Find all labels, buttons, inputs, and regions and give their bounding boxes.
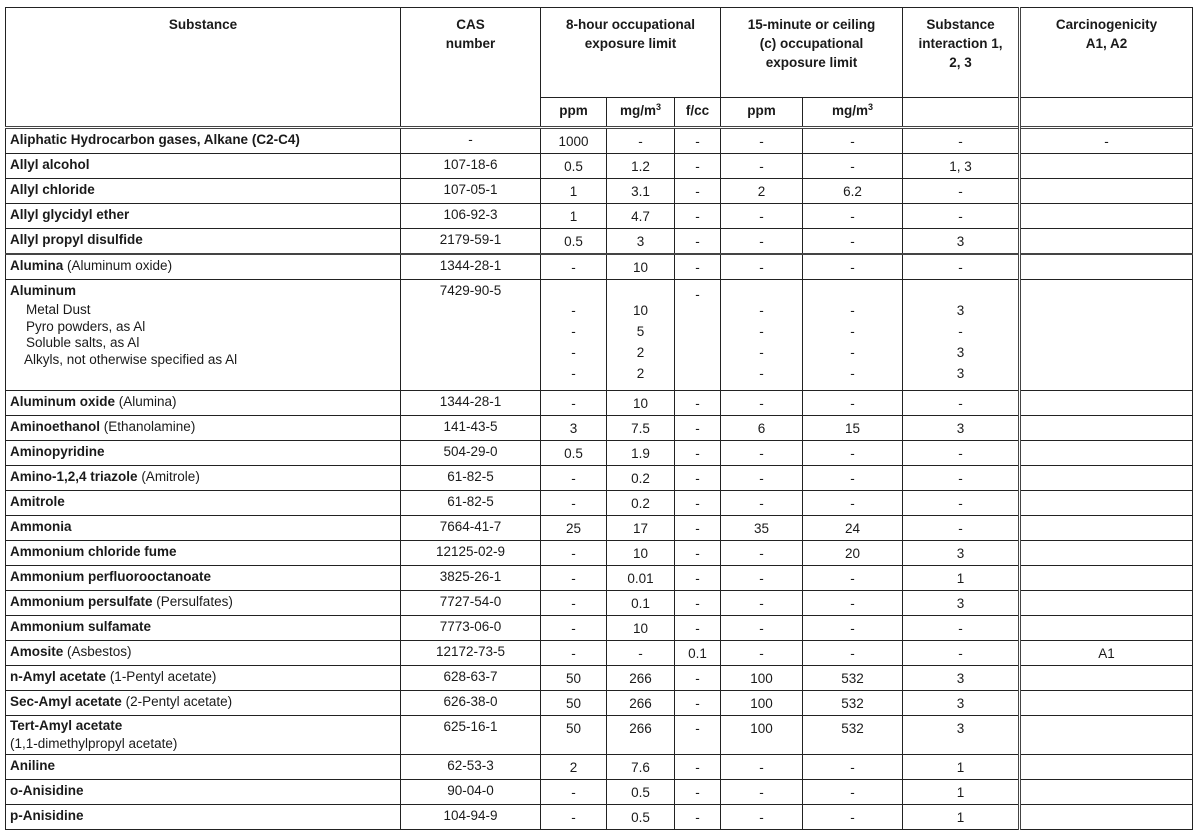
interaction-cell: 3 — [903, 691, 1020, 716]
cas-cell: 7773-06-0 — [401, 616, 541, 641]
mg-15m-cell: - — [803, 204, 903, 229]
carcinogenicity-cell — [1020, 204, 1193, 229]
substance-cell: Tert-Amyl acetate (1,1-dimethylpropyl acetate) — [6, 716, 401, 755]
unit-carc-blank — [1020, 98, 1193, 128]
cas-cell: 1344-28-1 — [401, 391, 541, 416]
table-row-aluminum — [6, 280, 1193, 391]
substance-cell: Ammonium perfluorooctanoate — [6, 566, 401, 591]
carcinogenicity-cell — [1020, 691, 1193, 716]
ppm-15m-cell: 6 — [721, 416, 803, 441]
carcinogenicity-cell — [1020, 441, 1193, 466]
mg-15m-cell: - — [803, 641, 903, 666]
mg-8h-cell: 0.5 — [607, 780, 675, 805]
ppm-8h-cell: 0.5 — [541, 441, 607, 466]
mg-15m-cell: - — [803, 780, 903, 805]
cas-cell: 625-16-1 — [401, 716, 541, 755]
carcinogenicity-cell — [1020, 280, 1193, 391]
ppm-8h-cell: 2 — [541, 755, 607, 780]
cas-cell: - — [401, 128, 541, 154]
carcinogenicity-cell — [1020, 805, 1193, 830]
fcc-cell: - — [675, 416, 721, 441]
substance-cell: Aminoethanol (Ethanolamine) — [6, 416, 401, 441]
table-row — [6, 204, 1193, 229]
mg-15m-cell: - — [803, 616, 903, 641]
ppm-15m-cell: - — [721, 805, 803, 830]
cas-cell: 107-18-6 — [401, 154, 541, 179]
ppm-15m-cell: - — [721, 641, 803, 666]
mg-15m-cell: - — [803, 391, 903, 416]
ppm-8h-cell: - — [541, 566, 607, 591]
mg-8h-cell: 266 — [607, 716, 675, 755]
fcc-cell: - — [675, 780, 721, 805]
substance-cell: Aluminum Metal Dust Pyro powders, as Al Soluble salts, as Al Alkyls, not otherwise specified as Al — [6, 280, 401, 391]
header-8-hour: 8-hour occupational exposure limit — [541, 8, 721, 98]
substance-cell: Aliphatic Hydrocarbon gases, Alkane (C2-C4) — [6, 128, 401, 154]
table-row — [6, 491, 1193, 516]
interaction-cell: - — [903, 128, 1020, 154]
table-row — [6, 541, 1193, 566]
table-row — [6, 666, 1193, 691]
mg-15m-cell: - — [803, 466, 903, 491]
substance-cell: Aniline — [6, 755, 401, 780]
mg-8h-cell: 1.9 — [607, 441, 675, 466]
ppm-15m-cell: - — [721, 755, 803, 780]
mg-15m-cell: 24 — [803, 516, 903, 541]
fcc-cell: - — [675, 666, 721, 691]
table-row — [6, 755, 1193, 780]
cas-cell: 626-38-0 — [401, 691, 541, 716]
mg-15m-cell: 6.2 — [803, 179, 903, 204]
ppm-15m-cell: - — [721, 566, 803, 591]
interaction-cell: 1 — [903, 566, 1020, 591]
interaction-cell: 3 — [903, 716, 1020, 755]
substance-cell: Allyl propyl disulfide — [6, 229, 401, 255]
ppm-15m-cell: - - - - — [721, 280, 803, 391]
header-interaction: Substance interaction 1, 2, 3 — [903, 8, 1020, 98]
fcc-cell: 0.1 — [675, 641, 721, 666]
ppm-8h-cell: - — [541, 391, 607, 416]
ppm-8h-cell: 0.5 — [541, 154, 607, 179]
carcinogenicity-cell — [1020, 254, 1193, 280]
substance-cell: o-Anisidine — [6, 780, 401, 805]
cas-cell: 2179-59-1 — [401, 229, 541, 255]
mg-8h-cell: 10 — [607, 254, 675, 280]
ppm-8h-cell: - — [541, 254, 607, 280]
carcinogenicity-cell — [1020, 466, 1193, 491]
header-cas: CAS number — [401, 8, 541, 128]
fcc-cell: - — [675, 691, 721, 716]
header-carcinogenicity: Carcinogenicity A1, A2 — [1020, 8, 1193, 98]
mg-8h-cell: 266 — [607, 666, 675, 691]
substance-cell: Allyl glycidyl ether — [6, 204, 401, 229]
ppm-15m-cell: - — [721, 491, 803, 516]
cas-cell: 504-29-0 — [401, 441, 541, 466]
header-substance: Substance — [6, 8, 401, 128]
unit-ppm: ppm — [541, 98, 607, 128]
ppm-8h-cell: - — [541, 780, 607, 805]
mg-15m-cell: - — [803, 128, 903, 154]
ppm-15m-cell: - — [721, 229, 803, 255]
mg-8h-cell: 7.6 — [607, 755, 675, 780]
carcinogenicity-cell — [1020, 541, 1193, 566]
mg-15m-cell: 20 — [803, 541, 903, 566]
table-row — [6, 716, 1193, 755]
fcc-cell: - — [675, 566, 721, 591]
table-row — [6, 516, 1193, 541]
cas-cell: 90-04-0 — [401, 780, 541, 805]
fcc-cell: - — [675, 541, 721, 566]
ppm-8h-cell: - — [541, 805, 607, 830]
ppm-8h-cell: 25 — [541, 516, 607, 541]
mg-15m-cell: - — [803, 154, 903, 179]
fcc-cell: - — [675, 229, 721, 255]
mg-15m-cell: - — [803, 229, 903, 255]
fcc-cell: - — [675, 616, 721, 641]
interaction-cell: - — [903, 616, 1020, 641]
ppm-15m-cell: - — [721, 616, 803, 641]
carcinogenicity-cell — [1020, 716, 1193, 755]
mg-15m-cell: 15 — [803, 416, 903, 441]
substance-cell: Ammonia — [6, 516, 401, 541]
substance-cell: Ammonium chloride fume — [6, 541, 401, 566]
substance-cell: p-Anisidine — [6, 805, 401, 830]
ppm-8h-cell: 0.5 — [541, 229, 607, 255]
substance-cell: Allyl alcohol — [6, 154, 401, 179]
interaction-cell: - — [903, 391, 1020, 416]
table-row — [6, 805, 1193, 830]
interaction-cell: - — [903, 641, 1020, 666]
interaction-cell: 3 — [903, 666, 1020, 691]
carcinogenicity-cell — [1020, 154, 1193, 179]
unit-ppm-15: ppm — [721, 98, 803, 128]
mg-15m-cell: 532 — [803, 716, 903, 755]
ppm-15m-cell: - — [721, 466, 803, 491]
unit-interaction-blank — [903, 98, 1020, 128]
interaction-cell: 3 — [903, 591, 1020, 616]
mg-8h-cell: 4.7 — [607, 204, 675, 229]
fcc-cell: - — [675, 179, 721, 204]
substance-cell: n-Amyl acetate (1-Pentyl acetate) — [6, 666, 401, 691]
mg-8h-cell: 10 — [607, 541, 675, 566]
mg-15m-cell: - — [803, 566, 903, 591]
carcinogenicity-cell — [1020, 179, 1193, 204]
interaction-cell: 1, 3 — [903, 154, 1020, 179]
carcinogenicity-cell — [1020, 755, 1193, 780]
ppm-8h-cell: 50 — [541, 716, 607, 755]
unit-mg-m3-15: $mg/m^3$ — [803, 98, 903, 128]
ppm-8h-cell: - — [541, 616, 607, 641]
interaction-cell: 3 — [903, 541, 1020, 566]
ppm-15m-cell: - — [721, 441, 803, 466]
cas-cell: 628-63-7 — [401, 666, 541, 691]
mg-15m-cell: - — [803, 805, 903, 830]
table-row — [6, 441, 1193, 466]
table-row — [6, 128, 1193, 154]
table-row — [6, 154, 1193, 179]
substance-cell: Sec-Amyl acetate (2-Pentyl acetate) — [6, 691, 401, 716]
substance-cell: Allyl chloride — [6, 179, 401, 204]
interaction-cell: 3 — [903, 229, 1020, 255]
fcc-cell: - — [675, 254, 721, 280]
substance-cell: Amitrole — [6, 491, 401, 516]
mg-8h-cell: 1.2 — [607, 154, 675, 179]
fcc-cell: - — [675, 716, 721, 755]
ppm-15m-cell: - — [721, 204, 803, 229]
mg-8h-cell: 10 5 2 2 — [607, 280, 675, 391]
ppm-15m-cell: - — [721, 541, 803, 566]
interaction-cell: - — [903, 516, 1020, 541]
substance-cell: Amino-1,2,4 triazole (Amitrole) — [6, 466, 401, 491]
fcc-cell: - — [675, 466, 721, 491]
substance-cell: Aluminum oxide (Alumina) — [6, 391, 401, 416]
ppm-8h-cell: 3 — [541, 416, 607, 441]
cas-cell: 107-05-1 — [401, 179, 541, 204]
cas-cell: 61-82-5 — [401, 491, 541, 516]
carcinogenicity-cell — [1020, 616, 1193, 641]
ppm-15m-cell: 100 — [721, 716, 803, 755]
ppm-8h-cell: 1000 — [541, 128, 607, 154]
interaction-cell: - — [903, 466, 1020, 491]
mg-8h-cell: 10 — [607, 391, 675, 416]
mg-8h-cell: 0.2 — [607, 491, 675, 516]
mg-15m-cell: 532 — [803, 666, 903, 691]
cas-cell: 7664-41-7 — [401, 516, 541, 541]
mg-8h-cell: 17 — [607, 516, 675, 541]
ppm-15m-cell: - — [721, 391, 803, 416]
substance-cell: Aminopyridine — [6, 441, 401, 466]
mg-8h-cell: 10 — [607, 616, 675, 641]
table-row — [6, 591, 1193, 616]
cas-cell: 12172-73-5 — [401, 641, 541, 666]
header-15-minute: 15-minute or ceiling (c) occupational exposure limit — [721, 8, 903, 98]
carcinogenicity-cell — [1020, 591, 1193, 616]
ppm-15m-cell: - — [721, 254, 803, 280]
table-row — [6, 416, 1193, 441]
interaction-cell: - — [903, 204, 1020, 229]
carcinogenicity-cell — [1020, 391, 1193, 416]
interaction-cell: - — [903, 441, 1020, 466]
carcinogenicity-cell — [1020, 516, 1193, 541]
mg-8h-cell: 0.1 — [607, 591, 675, 616]
table-row — [6, 229, 1193, 255]
carcinogenicity-cell — [1020, 491, 1193, 516]
table-row — [6, 616, 1193, 641]
table-row — [6, 566, 1193, 591]
ppm-15m-cell: 100 — [721, 666, 803, 691]
table-row — [6, 641, 1193, 666]
fcc-cell: - — [675, 441, 721, 466]
substance-cell: Ammonium persulfate (Persulfates) — [6, 591, 401, 616]
table-row — [6, 391, 1193, 416]
interaction-cell: 1 — [903, 780, 1020, 805]
ppm-8h-cell: 1 — [541, 204, 607, 229]
fcc-cell: - — [675, 128, 721, 154]
mg-8h-cell: 0.5 — [607, 805, 675, 830]
unit-mg-m3: $mg/m^3$ — [607, 98, 675, 128]
exposure-limits-table — [5, 7, 1193, 830]
mg-15m-cell: - - - - — [803, 280, 903, 391]
ppm-15m-cell: 2 — [721, 179, 803, 204]
mg-8h-cell: 7.5 — [607, 416, 675, 441]
cas-cell: 106-92-3 — [401, 204, 541, 229]
carcinogenicity-cell: A1 — [1020, 641, 1193, 666]
substance-cell: Amosite (Asbestos) — [6, 641, 401, 666]
ppm-15m-cell: - — [721, 591, 803, 616]
fcc-cell: - — [675, 280, 721, 391]
ppm-8h-cell: 50 — [541, 691, 607, 716]
table-row — [6, 691, 1193, 716]
carcinogenicity-cell — [1020, 416, 1193, 441]
fcc-cell: - — [675, 805, 721, 830]
ppm-15m-cell: - — [721, 780, 803, 805]
carcinogenicity-cell: - — [1020, 128, 1193, 154]
ppm-8h-cell: - — [541, 641, 607, 666]
carcinogenicity-cell — [1020, 229, 1193, 255]
fcc-cell: - — [675, 755, 721, 780]
interaction-cell: 1 — [903, 755, 1020, 780]
ppm-15m-cell: 100 — [721, 691, 803, 716]
cas-cell: 7429-90-5 — [401, 280, 541, 391]
cas-cell: 141-43-5 — [401, 416, 541, 441]
ppm-8h-cell: 50 — [541, 666, 607, 691]
mg-8h-cell: 3 — [607, 229, 675, 255]
table-row — [6, 466, 1193, 491]
ppm-8h-cell: - — [541, 591, 607, 616]
mg-15m-cell: - — [803, 491, 903, 516]
ppm-15m-cell: - — [721, 154, 803, 179]
fcc-cell: - — [675, 591, 721, 616]
cas-cell: 12125-02-9 — [401, 541, 541, 566]
ppm-15m-cell: 35 — [721, 516, 803, 541]
cas-cell: 1344-28-1 — [401, 254, 541, 280]
mg-8h-cell: - — [607, 641, 675, 666]
mg-8h-cell: 0.01 — [607, 566, 675, 591]
interaction-cell: 1 — [903, 805, 1020, 830]
fcc-cell: - — [675, 154, 721, 179]
ppm-8h-cell: - — [541, 466, 607, 491]
mg-15m-cell: 532 — [803, 691, 903, 716]
cas-cell: 62-53-3 — [401, 755, 541, 780]
cas-cell: 61-82-5 — [401, 466, 541, 491]
mg-8h-cell: - — [607, 128, 675, 154]
cas-cell: 7727-54-0 — [401, 591, 541, 616]
interaction-cell: 3 - 3 3 — [903, 280, 1020, 391]
mg-15m-cell: - — [803, 441, 903, 466]
mg-15m-cell: - — [803, 755, 903, 780]
carcinogenicity-cell — [1020, 780, 1193, 805]
table-row — [6, 780, 1193, 805]
mg-15m-cell: - — [803, 591, 903, 616]
unit-fcc: f/cc — [675, 98, 721, 128]
interaction-cell: - — [903, 491, 1020, 516]
substance-cell: Alumina (Aluminum oxide) — [6, 254, 401, 280]
carcinogenicity-cell — [1020, 666, 1193, 691]
fcc-cell: - — [675, 204, 721, 229]
carcinogenicity-cell — [1020, 566, 1193, 591]
fcc-cell: - — [675, 491, 721, 516]
cas-cell: 3825-26-1 — [401, 566, 541, 591]
table-row — [6, 254, 1193, 280]
ppm-8h-cell: - — [541, 541, 607, 566]
table-row — [6, 179, 1193, 204]
fcc-cell: - — [675, 391, 721, 416]
substance-cell: Ammonium sulfamate — [6, 616, 401, 641]
mg-8h-cell: 0.2 — [607, 466, 675, 491]
ppm-15m-cell: - — [721, 128, 803, 154]
mg-8h-cell: 266 — [607, 691, 675, 716]
interaction-cell: - — [903, 179, 1020, 204]
mg-8h-cell: 3.1 — [607, 179, 675, 204]
mg-15m-cell: - — [803, 254, 903, 280]
ppm-8h-cell: 1 — [541, 179, 607, 204]
fcc-cell: - — [675, 516, 721, 541]
ppm-8h-cell: - - - - — [541, 280, 607, 391]
interaction-cell: 3 — [903, 416, 1020, 441]
ppm-8h-cell: - — [541, 491, 607, 516]
cas-cell: 104-94-9 — [401, 805, 541, 830]
interaction-cell: - — [903, 254, 1020, 280]
